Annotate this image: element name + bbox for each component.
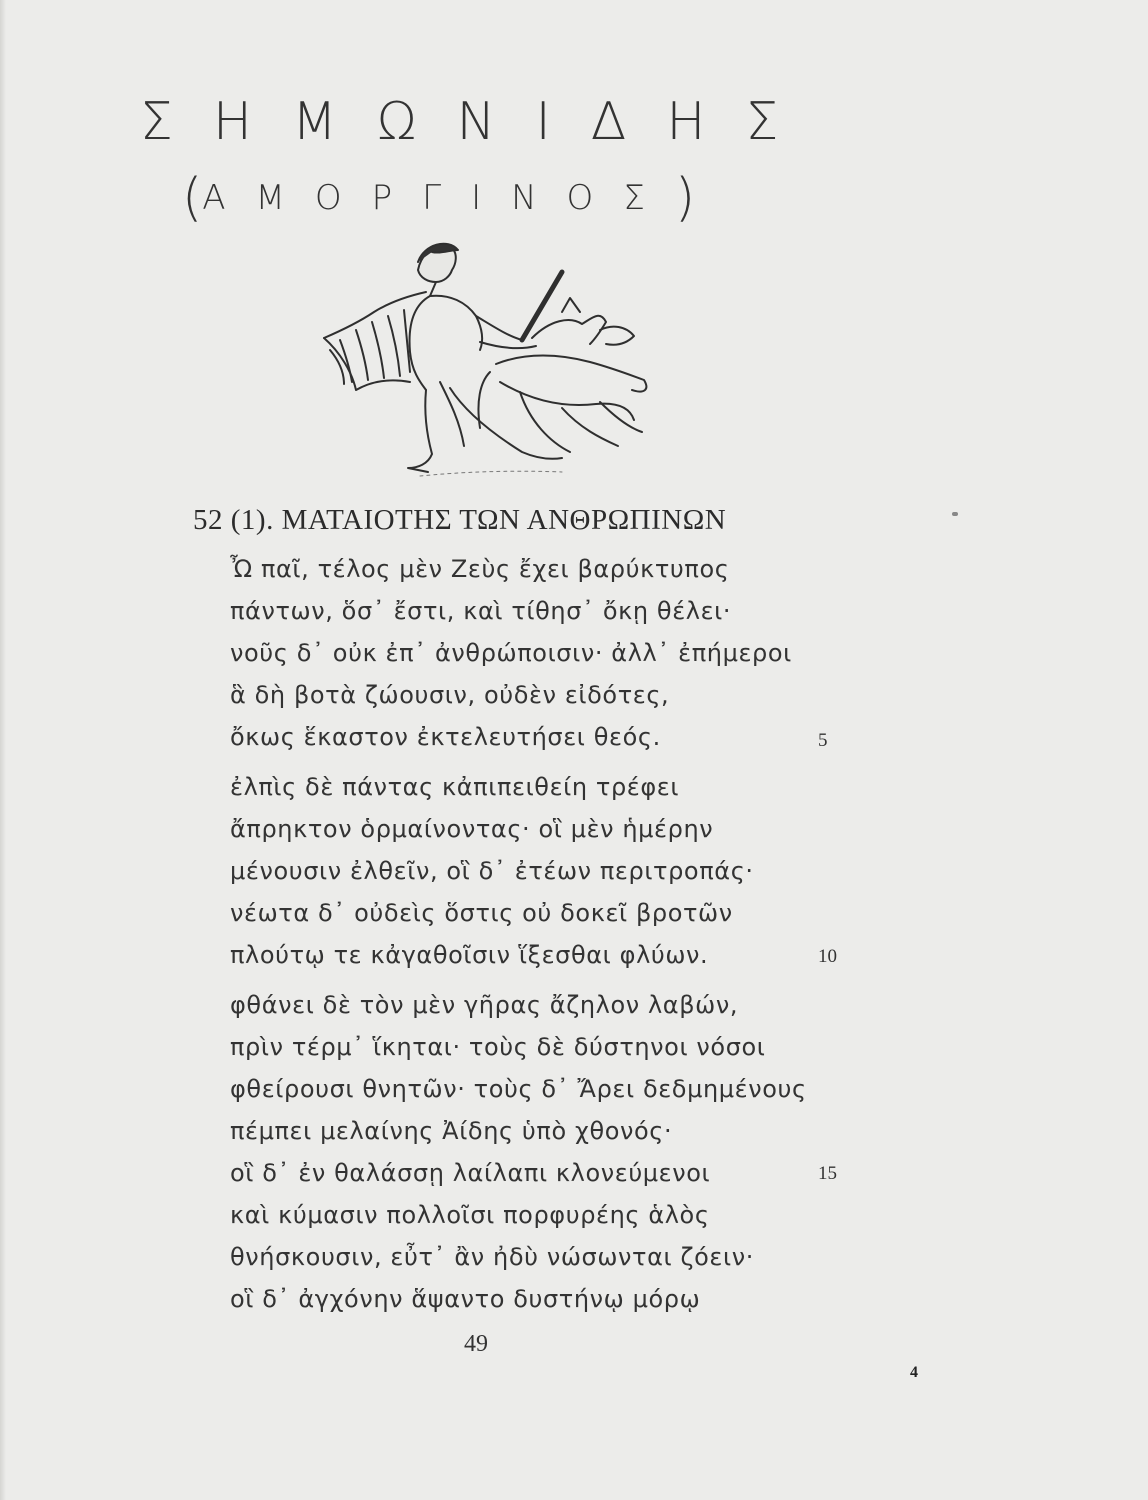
verse-line: πέμπει μελαίνης Ἀίδης ὑπὸ χθονός· — [230, 1117, 673, 1145]
subtitle-text: ΑΜΟΡΓΙΝΟΣ — [202, 178, 675, 218]
line-number: 5 — [818, 730, 828, 751]
verse-line: πλούτῳ τε κἀγαθοῖσιν ἵξεσθαι φλύων. — [230, 941, 709, 969]
verse-line: νέωτα δ᾽ οὐδεὶς ὅστις οὐ δοκεῖ βροτῶν — [230, 899, 733, 927]
poem-heading: 52 (1). ΜΑΤΑΙΟΤΗΣ ΤΩΝ ΑΝΘΡΩΠΙΝΩΝ — [193, 504, 727, 536]
page-number: 49 — [464, 1331, 488, 1357]
line-number: 10 — [818, 946, 837, 967]
verse-line: ὄκως ἕκαστον ἐκτελευτήσει θεός. — [230, 723, 661, 751]
page-edge-shadow — [0, 0, 6, 1500]
verse-line: οἳ δ᾽ ἐν θαλάσσῃ λαίλαπι κλονεύμενοι — [230, 1159, 711, 1187]
author-subtitle — [182, 168, 842, 228]
verse-line: Ὦ παῖ, τέλος μὲν Ζεὺς ἔχει βαρύκτυπος — [230, 555, 730, 583]
verse-line: ἐλπὶς δὲ πάντας κἀπιπειθείη τρέφει — [230, 773, 680, 801]
verse-line: φθάνει δὲ τὸν μὲν γῆρας ἄζηλον λαβών, — [230, 991, 739, 1019]
verse-line: νοῦς δ᾽ οὐκ ἐπ᾽ ἀνθρώποισιν· ἀλλ᾽ ἐπήμεροι — [230, 639, 792, 667]
ink-speck — [952, 512, 958, 516]
paren-close: ) — [674, 168, 696, 228]
verse-line: πρὶν τέρμ᾽ ἵκηται· τοὺς δὲ δύστηνοι νόσοι — [230, 1033, 766, 1061]
line-number: 15 — [818, 1163, 837, 1184]
paren-open: ( — [182, 168, 203, 228]
verse-line: καὶ κύμασιν πολλοῖσι πορφυρέης ἁλὸς — [230, 1201, 710, 1229]
author-title: ΣΗΜΩΝΙΔΗΣ — [140, 92, 819, 152]
verse-line: θνήσκουσιν, εὖτ᾽ ἂν ἠδὺ νώσωνται ζόειν· — [230, 1243, 754, 1271]
verse-line: οἳ δ᾽ ἀγχόνην ἅψαντο δυστήνῳ μόρῳ — [230, 1285, 701, 1313]
verse-line: ἄπρηκτον ὁρμαίνοντας· οἳ μὲν ἡμέρην — [230, 815, 714, 843]
verse-line: φθείρουσι θνητῶν· τοὺς δ᾽ Ἄρει δεδμημένους — [230, 1075, 807, 1103]
verse-line: πάντων, ὅσ᾽ ἔστι, καὶ τίθησ᾽ ὄκῃ θέλει· — [230, 597, 732, 625]
signature-mark: 4 — [910, 1364, 918, 1381]
verse-line: ἃ δὴ βοτὰ ζώουσιν, οὐδὲν εἰδότες, — [230, 681, 670, 709]
youth-with-dogs-illustration — [300, 232, 680, 492]
verse-line: μένουσιν ἐλθεῖν, οἳ δ᾽ ἐτέων περιτροπάς· — [230, 857, 754, 885]
